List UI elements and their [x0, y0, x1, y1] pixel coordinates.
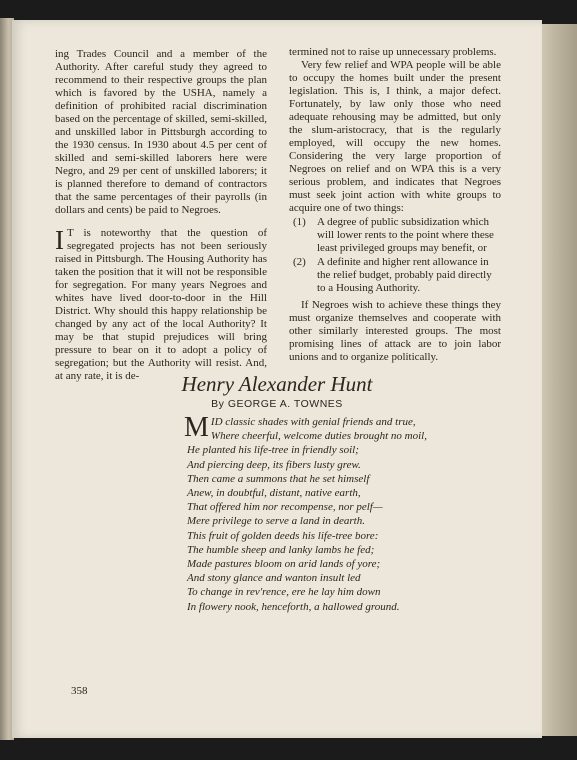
- left-paragraph-2: [55, 227, 267, 383]
- left-column: [55, 48, 267, 383]
- poem-byline: By GEORGE A. TOWNES: [211, 398, 343, 410]
- poem-drop-cap: M: [184, 412, 209, 443]
- right-paragraph-1: termined not to raise up unnecessary problems.: [289, 46, 497, 58]
- document-page: [12, 20, 542, 738]
- poem-title: Henry Alexander Hunt: [181, 372, 373, 396]
- poem-line: ID classic shades with genial friends and true,: [210, 416, 416, 428]
- page-edge-right: [542, 24, 577, 736]
- list-number: (1): [293, 216, 306, 228]
- left-paragraph-1: ing Trades Council and a member of the Authority. After careful study they agreed to recommend to their respective groups the plan which is favored by the USHA, namely a definition of prohibited racial discrimination based on the percentage of skilled, semi-skilled, and unskilled labor in Pittsburgh according to the 1930 census. In 1930 about 4.5 per cent of skilled and semi-skilled laborers here were Negro, and 29 per cent of unskilled laborers; it is planned therefore to demand of contractors that the same percentages of their payrolls (in dollars and cents) be paid to Negroes.: [55, 48, 267, 216]
- poem-line: Anew, in doubtful, distant, native earth,: [187, 487, 361, 500]
- poem-body: [184, 412, 487, 614]
- poem-line: This fruit of golden deeds his life-tree bore:: [187, 529, 379, 542]
- right-paragraph-3: If Negroes wish to achieve these things they must organize themselves and cooperate with other similarly interested groups. The most promising lines of attack are to join labor unions and to organize politically.: [289, 299, 501, 363]
- page-number: 358: [71, 685, 88, 697]
- list-item: [289, 216, 501, 255]
- list-text: A definite and higher rent allowance in the relief budget, probably paid directly to a Housing Authority.: [317, 256, 492, 294]
- poem-line: Then came a summons that he set himself: [187, 472, 370, 485]
- drop-cap: I: [55, 225, 64, 255]
- list-item: [289, 256, 501, 295]
- poem-line: Mere privilege to serve a land in dearth.: [187, 515, 365, 528]
- poem-line: Made pastures bloom on arid lands of yore;: [187, 558, 381, 571]
- poem-line: Where cheerful, welcome duties brought no moil,: [210, 430, 427, 443]
- list-number: (2): [293, 256, 306, 268]
- poem-line: And piercing deep, its fibers lusty grew.: [187, 458, 361, 471]
- poem-line: He planted his life-tree in friendly soil;: [187, 444, 359, 457]
- poem-line: And stony glance and wanton insult led: [187, 572, 361, 585]
- poem-line: To change in rev'rence, ere he lay him down: [187, 586, 381, 599]
- poem-line: The humble sheep and lanky lambs he fed;: [187, 543, 375, 556]
- left-paragraph-2-text: T is noteworthy that the question of segregated projects has not been seriously raised in Pittsburgh. The Housing Authority has taken the position that it will not be responsible for segregation. For many years Negroes and whites have lived door-to-door in the Hill District. Why should this happy relationship be changed by any act of the local Authority? It may be that stupid prejudices will bring pressure to bear on it to adopt a policy of segregation; but the Authority will resist. And, at any rate, it is de-: [55, 227, 267, 382]
- poem-line: In flowery nook, henceforth, a hallowed ground.: [187, 600, 400, 613]
- poem-line: That offered him nor recompense, nor pelf—: [187, 501, 383, 514]
- right-paragraph-2: Very few relief and WPA people will be able to occupy the homes built under the present legislation. This is, I think, a major defect. Fortunately, by law only those who need adequate rehousing may be admitted, but only the slum-aristocracy, that is the regularly employed, will occupy the new homes. Considering the very large proportion of Negroes on relief and on WPA this is a very serious problem, and indicates that Negroes must seek joint action with white groups to acquire one of two things:: [289, 59, 501, 214]
- list-text: A degree of public subsidization which will lower rents to the point where these least privileged groups may benefit, or: [317, 216, 494, 254]
- right-column: [289, 46, 501, 364]
